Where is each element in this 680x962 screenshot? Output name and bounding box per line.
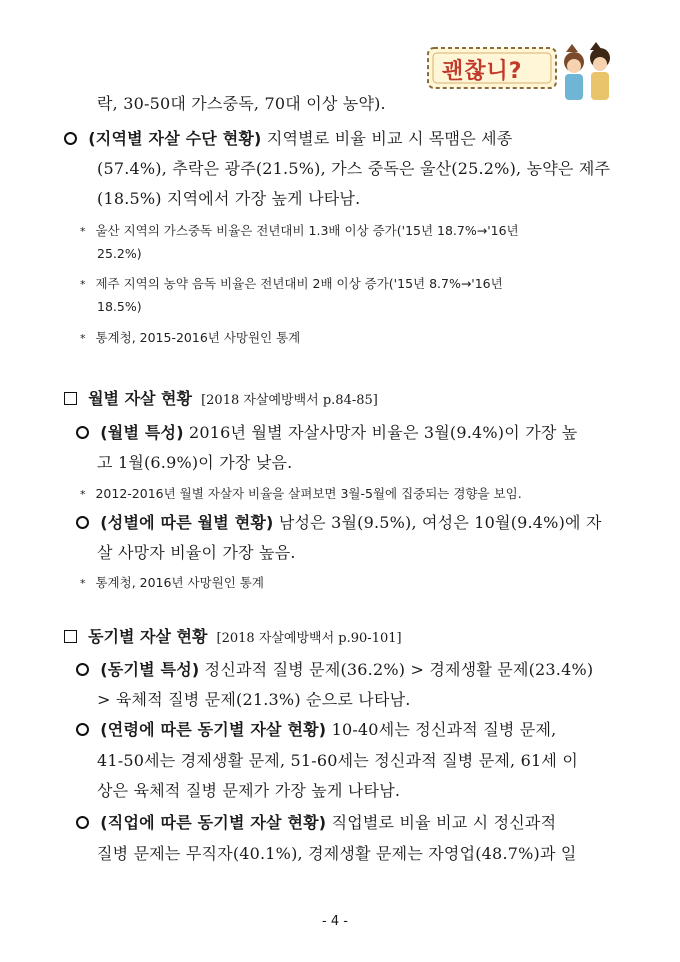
circle-bullet-icon <box>76 516 89 529</box>
footnote <box>80 486 522 503</box>
paragraph-text: 직업별로 비율 비교 시 정신과적 <box>326 813 557 832</box>
section-heading-motive <box>64 627 402 649</box>
asterisk-icon: * <box>80 278 86 291</box>
footnote-continuation: 18.5%) <box>97 299 142 314</box>
circle-bullet-icon <box>76 816 89 829</box>
paragraph-line: (57.4%), 추락은 광주(21.5%), 가스 중독은 울산(25.2%), 농약은 제주 <box>97 159 611 178</box>
paragraph-text: 정신과적 질병 문제(36.2%) > 경제생활 문제(23.4%) <box>199 660 594 679</box>
paragraph-line: 41-50세는 경제생활 문제, 51-60세는 정신과적 질병 문제, 61세 이 <box>97 751 578 770</box>
paragraph-line: 살 사망자 비율이 가장 높음. <box>97 543 296 562</box>
asterisk-icon: * <box>80 332 86 345</box>
paragraph-heading: (월별 특성) <box>100 423 184 442</box>
paragraph-gender-monthly <box>76 513 602 533</box>
asterisk-icon: * <box>80 225 86 238</box>
section-reference: [2018 자살예방백서 p.90-101] <box>216 631 402 646</box>
checkbox-square-icon <box>64 392 77 405</box>
paragraph-line: 상은 육체적 질병 문제가 가장 높게 나타남. <box>97 781 401 800</box>
asterisk-icon: * <box>80 577 86 590</box>
section-title: 월별 자살 현황 <box>88 389 192 408</box>
section-reference: [2018 자살예방백서 p.84-85] <box>201 393 378 408</box>
footnote-text: 울산 지역의 가스중독 비율은 전년대비 1.3배 이상 증가('15년 18.7%→'16년 <box>95 223 519 238</box>
source-note <box>80 575 264 592</box>
girls-illustration-icon <box>564 42 610 100</box>
paragraph-line: > 육체적 질병 문제(21.3%) 순으로 나타남. <box>97 690 411 709</box>
footnote <box>80 276 503 293</box>
checkbox-square-icon <box>64 630 77 643</box>
circle-bullet-icon <box>64 132 77 145</box>
paragraph-line: 고 1월(6.9%)이 가장 낮음. <box>97 453 293 472</box>
paragraph-text: 10-40세는 정신과적 질병 문제, <box>326 720 557 739</box>
footnote-continuation: 25.2%) <box>97 246 142 261</box>
paragraph-motive-feature <box>76 660 593 680</box>
paragraph-heading: (직업에 따른 동기별 자살 현황) <box>100 813 327 832</box>
source-text: 통계청, 2016년 사망원인 통계 <box>95 575 264 590</box>
paragraph-regional-methods <box>64 129 512 149</box>
continuation-line: 락, 30-50대 가스중독, 70대 이상 농약). <box>97 94 386 113</box>
paragraph-text: 남성은 3월(9.5%), 여성은 10월(9.4%)에 자 <box>273 513 602 532</box>
paragraph-heading: (동기별 특성) <box>100 660 200 679</box>
paragraph-text: 2016년 월별 자살사망자 비율은 3월(9.4%)이 가장 높 <box>183 423 578 442</box>
logo-text: 괜찮니? <box>442 59 523 84</box>
footnote-text: 2012-2016년 월별 자살자 비율을 살펴보면 3월-5월에 집중되는 경향을 보임. <box>95 486 522 501</box>
asterisk-icon: * <box>80 488 86 501</box>
footnote <box>80 223 519 240</box>
circle-bullet-icon <box>76 426 89 439</box>
source-text: 통계청, 2015-2016년 사망원인 통계 <box>95 330 301 345</box>
page-number: - 4 - <box>322 914 348 929</box>
paragraph-text: 지역별로 비율 비교 시 목맴은 세종 <box>261 129 513 148</box>
source-note <box>80 330 300 347</box>
circle-bullet-icon <box>76 663 89 676</box>
paragraph-line: (18.5%) 지역에서 가장 높게 나타남. <box>97 189 361 208</box>
circle-bullet-icon <box>76 723 89 736</box>
paragraph-job-motive <box>76 813 556 833</box>
paragraph-heading: (연령에 따른 동기별 자살 현황) <box>100 720 327 739</box>
paragraph-monthly-feature <box>76 423 577 443</box>
header-logo <box>424 40 620 110</box>
section-heading-monthly <box>64 389 378 411</box>
paragraph-heading: (지역별 자살 수단 현황) <box>88 129 262 148</box>
paragraph-age-motive <box>76 720 556 740</box>
section-title: 동기별 자살 현황 <box>88 627 208 646</box>
footnote-text: 제주 지역의 농약 음독 비율은 전년대비 2배 이상 증가('15년 8.7%→'16년 <box>95 276 503 291</box>
paragraph-heading: (성별에 따른 월별 현황) <box>100 513 274 532</box>
paragraph-line: 질병 문제는 무직자(40.1%), 경제생활 문제는 자영업(48.7%)과 일 <box>97 844 577 863</box>
